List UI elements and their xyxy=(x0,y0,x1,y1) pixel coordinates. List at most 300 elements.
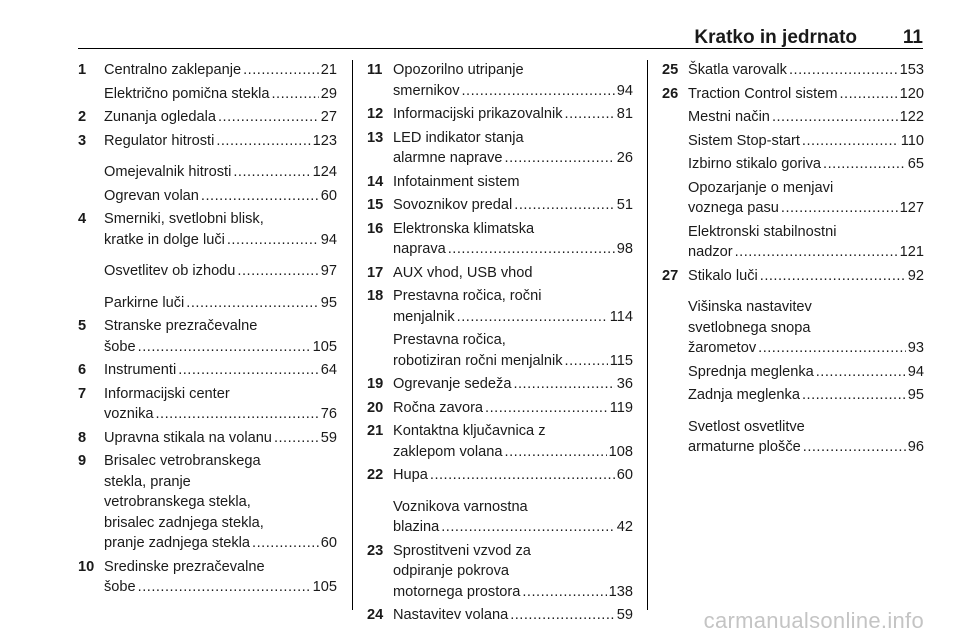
entry-last-line xyxy=(393,195,633,216)
entry-number: 1 xyxy=(78,62,87,78)
toc-entry[interactable] xyxy=(662,154,924,175)
entry-title: voznika xyxy=(104,406,154,422)
entry-page-number: 122 xyxy=(899,109,924,125)
dot-leader xyxy=(513,374,614,395)
entry-number: 21 xyxy=(367,423,384,439)
entry-last-line xyxy=(393,374,633,395)
entry-page-number: 60 xyxy=(616,467,633,483)
entry-title: zaklepom volana xyxy=(393,443,503,460)
entry-body xyxy=(104,60,337,81)
toc-entry[interactable] xyxy=(367,541,633,603)
toc-entry[interactable] xyxy=(367,374,633,395)
entry-line: Svetlost osvetlitve xyxy=(688,418,805,435)
watermark: carmanualsonline.info xyxy=(703,608,924,633)
entry-line: Elektronski stabilnostni xyxy=(688,223,837,240)
entry-number xyxy=(662,154,688,175)
entry-body xyxy=(393,465,633,486)
toc-entry[interactable] xyxy=(78,557,337,598)
entry-body xyxy=(688,107,924,128)
entry-last-line xyxy=(104,404,337,425)
entry-page-number: 138 xyxy=(608,583,633,600)
entry-page-number: 105 xyxy=(312,338,337,355)
toc-entry[interactable] xyxy=(662,107,924,128)
entry-body xyxy=(688,385,924,406)
entry-page-number: 92 xyxy=(907,267,924,284)
dot-leader xyxy=(441,517,615,538)
dot-leader xyxy=(233,162,310,183)
entry-last-line xyxy=(393,104,633,125)
entry-body xyxy=(104,131,337,152)
entry-title: armaturne plošče xyxy=(688,439,801,455)
dot-leader xyxy=(505,148,615,169)
dot-leader xyxy=(760,266,906,287)
entry-line: Smerniki, svetlobni blisk, xyxy=(104,211,264,227)
entry-last-line xyxy=(688,385,924,406)
dot-leader xyxy=(781,198,898,219)
dot-leader xyxy=(823,154,906,175)
toc-column-1 xyxy=(78,60,337,601)
entry-body xyxy=(393,104,633,125)
entry-line: stekla, pranje xyxy=(104,473,191,490)
entry-title: motornega prostora xyxy=(393,583,521,600)
entry-number: 25 xyxy=(662,62,679,78)
entry-body xyxy=(393,398,633,419)
entry-page-number: 94 xyxy=(616,82,633,99)
toc-entry[interactable] xyxy=(367,219,633,260)
entry-body xyxy=(393,605,633,626)
entry-body xyxy=(393,60,633,101)
toc-entry[interactable] xyxy=(367,465,633,486)
entry-body xyxy=(688,60,924,81)
entry-body xyxy=(393,195,633,216)
entry-page-number: 115 xyxy=(609,352,633,369)
entry-page-number: 64 xyxy=(320,362,337,378)
dot-leader xyxy=(271,84,318,105)
entry-line: Informacijski center xyxy=(104,385,230,402)
entry-last-line xyxy=(688,266,924,287)
entry-last-line xyxy=(393,172,633,193)
dot-leader xyxy=(840,84,898,105)
toc-entry[interactable] xyxy=(78,186,337,207)
dot-leader xyxy=(227,230,319,251)
dot-leader xyxy=(201,186,319,207)
dot-leader xyxy=(237,261,318,282)
entry-page-number: 76 xyxy=(320,406,337,422)
entry-last-line xyxy=(688,84,924,105)
entry-title: Sistem Stop-start xyxy=(688,132,800,149)
entry-last-line xyxy=(688,437,924,458)
entry-title: menjalnik xyxy=(393,308,455,325)
entry-last-line xyxy=(393,605,633,626)
entry-title: alarmne naprave xyxy=(393,150,503,166)
dot-leader xyxy=(448,239,615,260)
entry-page-number: 42 xyxy=(616,519,633,535)
entry-number xyxy=(662,107,688,128)
entry-last-line xyxy=(104,577,337,598)
entry-page-number: 119 xyxy=(609,399,633,416)
entry-number: 20 xyxy=(367,399,384,416)
toc-entry[interactable] xyxy=(367,195,633,216)
entry-number: 13 xyxy=(367,129,384,146)
entry-last-line xyxy=(104,261,337,282)
entry-title: Ogrevan volan xyxy=(104,187,199,204)
entry-title: Infotainment sistem xyxy=(393,173,520,190)
entry-last-line xyxy=(393,351,633,372)
entry-last-line xyxy=(104,337,337,358)
entry-body xyxy=(688,222,924,263)
entry-number xyxy=(662,222,688,263)
entry-body xyxy=(393,219,633,260)
dot-leader xyxy=(802,385,906,406)
toc-entry[interactable] xyxy=(78,293,337,314)
entry-body xyxy=(688,154,924,175)
dot-leader xyxy=(186,293,318,314)
entry-title: Omejevalnik hitrosti xyxy=(104,164,232,180)
entry-number: 12 xyxy=(367,106,384,122)
entry-page-number: 51 xyxy=(616,197,633,213)
toc-column-2 xyxy=(367,60,633,629)
entry-number xyxy=(662,385,688,406)
toc-entry[interactable] xyxy=(367,128,633,169)
toc-entry[interactable] xyxy=(78,451,337,554)
entry-body xyxy=(393,374,633,395)
entry-last-line xyxy=(104,60,337,81)
entry-body xyxy=(104,428,337,449)
entry-last-line xyxy=(393,398,633,419)
entry-body xyxy=(688,131,924,152)
entry-page-number: 97 xyxy=(320,263,337,279)
toc-entry[interactable] xyxy=(367,330,633,371)
entry-number xyxy=(78,162,104,183)
entry-line: Sprostitveni vzvod za xyxy=(393,542,531,559)
entry-page-number: 153 xyxy=(899,62,924,78)
entry-number xyxy=(78,261,104,282)
entry-number: 6 xyxy=(78,362,87,378)
entry-last-line xyxy=(393,239,633,260)
entry-last-line xyxy=(393,442,633,463)
entry-title: Parkirne luči xyxy=(104,294,185,311)
entry-page-number: 60 xyxy=(320,187,337,204)
entry-page-number: 120 xyxy=(899,85,924,102)
entry-page-number: 108 xyxy=(608,443,633,460)
toc-entry[interactable] xyxy=(367,172,633,193)
toc-entry[interactable] xyxy=(662,60,924,81)
dot-leader xyxy=(155,404,318,425)
entry-title: naprava xyxy=(393,241,446,257)
entry-title: nadzor xyxy=(688,244,733,260)
dot-leader xyxy=(565,104,615,125)
dot-leader xyxy=(803,437,906,458)
toc-entry[interactable] xyxy=(78,209,337,250)
toc-entry[interactable] xyxy=(662,222,924,263)
entry-title: Osvetlitev ob izhodu xyxy=(104,263,236,279)
entry-body xyxy=(104,293,337,314)
entry-body xyxy=(393,541,633,603)
column-divider xyxy=(352,60,353,610)
entry-body xyxy=(688,362,924,383)
entry-last-line xyxy=(104,131,337,152)
entry-last-line xyxy=(393,148,633,169)
toc-entry[interactable] xyxy=(367,497,633,538)
entry-number: 23 xyxy=(367,542,384,559)
entry-title: Mestni način xyxy=(688,109,770,125)
entry-last-line xyxy=(104,107,337,128)
entry-page-number: 95 xyxy=(320,294,337,311)
entry-body xyxy=(688,297,924,359)
toc-entry[interactable] xyxy=(78,131,337,152)
entry-number xyxy=(662,297,688,359)
dot-leader xyxy=(138,337,311,358)
dot-leader xyxy=(252,533,319,554)
entry-page-number: 123 xyxy=(312,132,337,149)
toc-entry[interactable] xyxy=(78,84,337,105)
entry-last-line xyxy=(104,186,337,207)
entry-body xyxy=(104,384,337,425)
dot-leader xyxy=(430,465,615,486)
entry-title: Traction Control sistem xyxy=(688,85,838,102)
entry-number xyxy=(78,84,104,105)
entry-line: Stranske prezračevalne xyxy=(104,318,258,334)
dot-leader xyxy=(462,81,615,102)
entry-number: 9 xyxy=(78,453,87,469)
entry-number: 3 xyxy=(78,132,87,149)
entry-page-number: 127 xyxy=(899,200,924,216)
entry-number: 8 xyxy=(78,429,87,446)
entry-line: Kontaktna ključavnica z xyxy=(393,423,546,439)
entry-body xyxy=(104,261,337,282)
entry-body xyxy=(393,128,633,169)
toc-entry[interactable] xyxy=(367,104,633,125)
toc-entry[interactable] xyxy=(78,107,337,128)
entry-title: šobe xyxy=(104,338,136,355)
entry-last-line xyxy=(393,517,633,538)
entry-body xyxy=(688,178,924,219)
entry-last-line xyxy=(688,154,924,175)
entry-title: robotiziran ročni menjalnik xyxy=(393,352,563,369)
entry-title: pranje zadnjega stekla xyxy=(104,535,251,551)
entry-title: Škatla varovalk xyxy=(688,62,787,78)
toc-entry[interactable] xyxy=(78,162,337,183)
entry-line: LED indikator stanja xyxy=(393,129,524,146)
toc-entry[interactable] xyxy=(662,84,924,105)
entry-number: 15 xyxy=(367,197,384,213)
entry-line: Opozarjanje o menjavi xyxy=(688,179,834,196)
dot-leader xyxy=(510,605,615,626)
entry-page-number: 93 xyxy=(907,340,924,356)
toc-entry[interactable] xyxy=(367,398,633,419)
entry-last-line xyxy=(104,428,337,449)
entry-page-number: 26 xyxy=(616,150,633,166)
toc-entry[interactable] xyxy=(662,131,924,152)
entry-page-number: 94 xyxy=(907,363,924,380)
entry-last-line xyxy=(688,338,924,359)
entry-title: Stikalo luči xyxy=(688,267,758,284)
dot-leader xyxy=(802,131,899,152)
entry-last-line xyxy=(688,131,924,152)
dot-leader xyxy=(178,360,319,381)
entry-page-number: 96 xyxy=(907,439,924,455)
toc-entry[interactable] xyxy=(367,605,633,626)
entry-title: voznega pasu xyxy=(688,200,779,216)
entry-page-number: 105 xyxy=(312,579,337,595)
entry-number xyxy=(367,497,393,538)
entry-title: Ročna zavora xyxy=(393,399,484,416)
entry-last-line xyxy=(393,263,633,284)
dot-leader xyxy=(505,442,607,463)
dot-leader xyxy=(758,338,906,359)
entry-line: odpiranje pokrova xyxy=(393,563,510,579)
page-number: 11 xyxy=(902,27,923,48)
entry-body xyxy=(393,172,633,193)
dot-leader xyxy=(522,582,606,603)
toc-entry[interactable] xyxy=(662,178,924,219)
entry-title: Zunanja ogledala xyxy=(104,109,216,125)
entry-number xyxy=(662,417,688,458)
page-header xyxy=(78,24,923,49)
entry-title: Regulator hitrosti xyxy=(104,132,215,149)
entry-page-number: 29 xyxy=(320,85,337,102)
toc-entry[interactable] xyxy=(78,261,337,282)
entry-number: 10 xyxy=(78,558,95,575)
dot-leader xyxy=(485,398,608,419)
toc-entry[interactable] xyxy=(78,360,337,381)
entry-number: 11 xyxy=(367,62,383,78)
entry-last-line xyxy=(104,230,337,251)
dot-leader xyxy=(735,242,898,263)
column-divider xyxy=(647,60,648,610)
dot-leader xyxy=(218,107,319,128)
toc-entry[interactable] xyxy=(367,60,633,101)
entry-title: Nastavitev volana xyxy=(393,607,509,623)
entry-line: Brisalec vetrobranskega xyxy=(104,453,261,469)
toc-entry[interactable] xyxy=(662,362,924,383)
entry-number xyxy=(662,178,688,219)
entry-line: Elektronska klimatska xyxy=(393,220,535,237)
dot-leader xyxy=(274,428,319,449)
entry-body xyxy=(104,107,337,128)
entry-body xyxy=(104,209,337,250)
entry-body xyxy=(104,557,337,598)
entry-page-number: 121 xyxy=(899,244,924,260)
entry-page-number: 59 xyxy=(320,429,337,446)
entry-number: 4 xyxy=(78,211,87,227)
entry-last-line xyxy=(104,533,337,554)
entry-number: 19 xyxy=(367,376,384,392)
toc-entry[interactable] xyxy=(662,417,924,458)
entry-page-number: 81 xyxy=(616,106,633,122)
entry-body xyxy=(104,451,337,554)
entry-line: Opozorilno utripanje xyxy=(393,62,524,78)
entry-body xyxy=(688,84,924,105)
entry-page-number: 36 xyxy=(616,376,633,392)
entry-number: 5 xyxy=(78,318,87,334)
toc-entry[interactable] xyxy=(78,316,337,357)
entry-line: Sredinske prezračevalne xyxy=(104,558,265,575)
entry-number: 18 xyxy=(367,288,384,304)
dot-leader xyxy=(457,307,608,328)
toc-entry[interactable] xyxy=(78,428,337,449)
entry-number: 24 xyxy=(367,607,384,623)
toc-entry[interactable] xyxy=(367,263,633,284)
toc-entry[interactable] xyxy=(662,297,924,359)
entry-page-number: 21 xyxy=(320,62,337,78)
toc-entry[interactable] xyxy=(662,266,924,287)
entry-body xyxy=(393,497,633,538)
entry-line: brisalec zadnjega stekla, xyxy=(104,514,264,531)
toc-entry[interactable] xyxy=(662,385,924,406)
entry-page-number: 65 xyxy=(907,156,924,172)
entry-last-line xyxy=(393,81,633,102)
entry-body xyxy=(393,286,633,327)
entry-body xyxy=(688,266,924,287)
entry-title: blazina xyxy=(393,519,440,535)
entry-body xyxy=(104,316,337,357)
entry-title: Sovoznikov predal xyxy=(393,197,513,213)
entry-last-line xyxy=(688,60,924,81)
page-title: Kratko in jedrnato xyxy=(694,27,857,48)
dot-leader xyxy=(138,577,311,598)
entry-last-line xyxy=(393,465,633,486)
entry-page-number: 27 xyxy=(320,109,337,125)
entry-title: Informacijski prikazovalnik xyxy=(393,106,563,122)
entry-title: Zadnja meglenka xyxy=(688,387,800,403)
entry-last-line xyxy=(104,162,337,183)
toc-entry[interactable] xyxy=(367,421,633,462)
entry-line: Prestavna ročica, xyxy=(393,332,506,348)
entry-page-number: 60 xyxy=(320,535,337,551)
entry-page-number: 94 xyxy=(320,231,337,248)
entry-number xyxy=(367,330,393,371)
entry-last-line xyxy=(104,360,337,381)
entry-title: Električno pomična stekla xyxy=(104,85,270,102)
entry-title: Centralno zaklepanje xyxy=(104,62,242,78)
entry-number: 27 xyxy=(662,267,679,284)
entry-line: svetlobnega snopa xyxy=(688,319,811,336)
toc-entry[interactable] xyxy=(78,60,337,81)
toc-entry[interactable] xyxy=(78,384,337,425)
entry-page-number: 59 xyxy=(616,607,633,623)
entry-number: 22 xyxy=(367,467,384,483)
entry-number: 14 xyxy=(367,173,384,190)
entry-title: Instrumenti xyxy=(104,362,177,378)
entry-title: šobe xyxy=(104,579,136,595)
entry-body xyxy=(104,84,337,105)
entry-title: kratke in dolge luči xyxy=(104,231,225,248)
entry-title: Ogrevanje sedeža xyxy=(393,376,512,392)
entry-number xyxy=(662,131,688,152)
entry-page-number: 114 xyxy=(609,308,633,325)
entry-body xyxy=(104,360,337,381)
entry-last-line xyxy=(688,362,924,383)
entry-title: smernikov xyxy=(393,82,460,99)
entry-title: žarometov xyxy=(688,340,757,356)
entry-number: 2 xyxy=(78,109,87,125)
entry-page-number: 110 xyxy=(900,132,924,149)
entry-line: Prestavna ročica, ročni xyxy=(393,288,542,304)
entry-last-line xyxy=(688,198,924,219)
entry-last-line xyxy=(393,582,633,603)
entry-number: 26 xyxy=(662,85,679,102)
dot-leader xyxy=(772,107,898,128)
dot-leader xyxy=(216,131,310,152)
entry-body xyxy=(393,263,633,284)
entry-page-number: 98 xyxy=(616,241,633,257)
dot-leader xyxy=(565,351,608,372)
toc-entry[interactable] xyxy=(367,286,633,327)
entry-body xyxy=(688,417,924,458)
entry-title: AUX vhod, USB vhod xyxy=(393,264,533,281)
entry-last-line xyxy=(688,242,924,263)
